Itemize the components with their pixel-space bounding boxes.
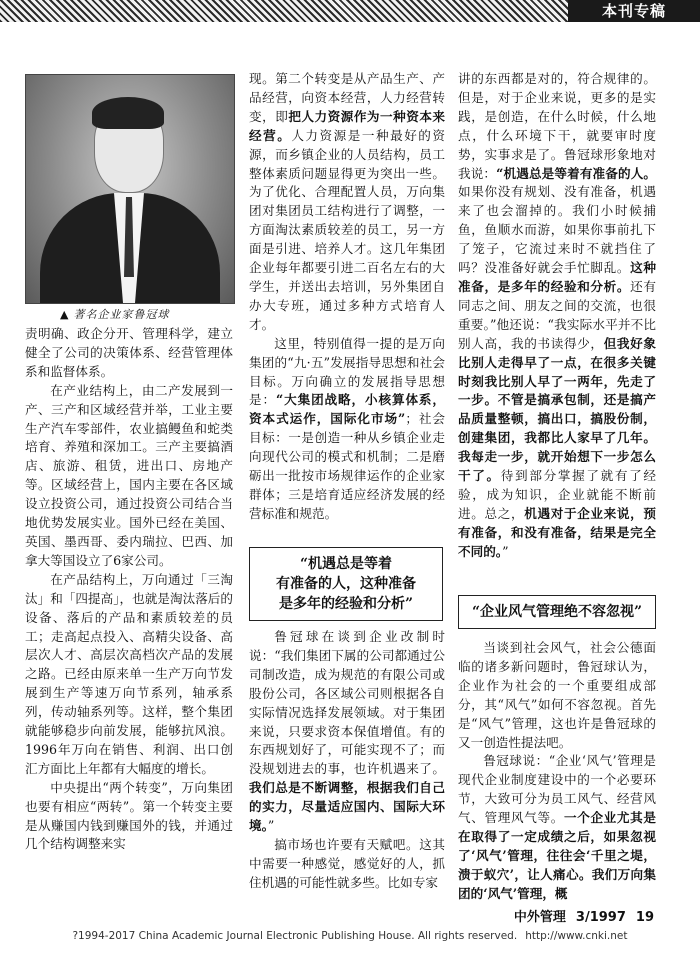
- text-run: 如果你没有规划、没有准备，机遇来了也会溜掉的。我们小时候捕鱼，鱼顺水而游，如果你事前扎下了笼子，它流过来时不就挡住了吗？没准备好就会手忙脚乱。: [458, 184, 656, 276]
- bold-run: 我们总是不断调整，根据我们自己的实力，尽量适应国内、国际大环境。: [249, 780, 445, 834]
- col1-paragraph: 责明确、政企分开、管理科学，建立健全了公司的决策体系、经营管理体系和监督体系。: [25, 326, 233, 379]
- col1-paragraph: 中央提出“两个转变”，万向集团也要有相应“两转”。第一个转变主要是从赚国内钱到赚国外的钱，并通过几个结构调整来实: [25, 779, 233, 852]
- magazine-name: 中外管理: [513, 910, 566, 925]
- column-3-bottom: [458, 639, 656, 904]
- bold-run: “机遇总是等着有准备的人。: [496, 165, 657, 181]
- page-number: 19: [635, 910, 654, 925]
- triangle-icon: ▲: [60, 308, 70, 321]
- col2-paragraph: [249, 628, 445, 836]
- magazine-footer: [504, 906, 654, 925]
- text-run: 现。第二个转变是从产品生产、产品经营，向资本经营，人力经营转变，即: [249, 71, 445, 124]
- bold-run: 机遇对于企业来说，预有准备，和没有准备，结果是完全不同的。: [458, 505, 657, 559]
- text-run: ”: [267, 818, 275, 834]
- col2-paragraph: [249, 335, 445, 524]
- photo-hair: [92, 97, 164, 129]
- col3-paragraph: [458, 70, 656, 562]
- bold-run: 一个企业尤其是在取得了一定成绩之后，如果忽视了‘风气’管理，往往会‘千里之堤，溃于蚁穴’，让人痛心。我们万向集团的‘风气’管理，概: [458, 810, 657, 901]
- header-band: [0, 0, 700, 22]
- portrait-photo: [25, 74, 235, 304]
- pull-quote-line: “机遇总是等着: [299, 556, 393, 572]
- text-run: ；社会目标：一是创造一种从乡镇企业走向现代公司的模式和机制；二是磨砺出一批按市场规律运作的企业家群体；三是培育适应经济发展的经营标准和规范。: [249, 411, 446, 521]
- caption-text: 著名企业家鲁冠球: [73, 308, 170, 321]
- bold-run: 但我好象比别人走得早了一点，在很多关键时刻我比别人早了一两年，先走了一步。不管是搞承包制，还是搞产品质量整顿，搞出口，搞股份制，创建集团，我都比人家早了几年。我每走一步，就开始想下一步怎么干了。: [458, 335, 657, 484]
- text-run: 鲁冠球说：“企业‘风气’管理是现代企业制度建设中的一个必要环节，大致可分为员工风气、经营风气、管理风气等。: [458, 753, 656, 826]
- pull-quote-line: 是多年的经验和分析”: [278, 596, 414, 612]
- text-run: 讲的东西都是对的，符合规律的。但是，对于企业来说，更多的是实践，是创造，在什么时候，什么地点，什么环境下干，就要审时度势，实事求是了。鲁冠球形象地对我说：: [458, 71, 656, 181]
- pull-quote-culture: “企业风气管理绝不容忽视”: [458, 595, 656, 629]
- text-run: 这里，特别值得一提的是万向集团的“九·五”发展指导思想和社会目标。万向确立的发展指导思想是：: [249, 335, 445, 408]
- source-url: http://www.cnki.net: [525, 930, 628, 942]
- section-tag: 本刊专稿: [568, 0, 700, 22]
- col1-paragraph: 在产业结构上，由二产发展到一产、三产和区域经营并举，工业主要生产汽车零部件，农业搞鳗鱼和蛇类培育、养殖和深加工。三产主要搞酒店、旅游、租赁，进出口、房地产等。区域经营上，国内主要在各区域设立投资公司，通过投资公司结合当地优势发展实业。国外已经在美国、英国、墨西哥、委内瑞拉、巴西、加拿大等国设立了6家公司。: [25, 382, 233, 568]
- column-2-top: [249, 70, 445, 524]
- column-3-top: [458, 70, 656, 562]
- col3-paragraph: [458, 752, 656, 903]
- text-run: 鲁冠球在谈到企业改制时说：“我们集团下属的公司都通过公司制改造，成为规范的有限公司或股份公司，各区域公司则根据各自实际情况选择发展领域。对于集团来说，只要求资本保值增值。有的东西规划好了，可能实现不了；而没规划进去的事，也许机遇来了。: [249, 629, 445, 777]
- column-1: [25, 325, 233, 854]
- issue-number: 3/1997: [575, 910, 626, 925]
- text-run: 人力资源是一种最好的资源，而乡镇企业的人员结构，员工整体素质问题显得更为突出一些。为了优化、合理配置人员，万向集团对集团员工结构进行了调整，一方面淘汰素质较差的员工，另一方面是引进、培养人才。这几年集团企业每年都要引进二百名左右的大学生，并送出去培训，另外集团自办大专班，通过多种方式培育人才。: [249, 127, 446, 332]
- bold-run: 这种准备，是多年的经验和分析。: [458, 260, 657, 294]
- copyright-text: ?1994-2017 China Academic Journal Electronic Publishing House. All rights reserved.: [72, 930, 518, 942]
- photo-caption: [60, 306, 169, 322]
- text-run: 还有同志之间、朋友之间的交流，也很重要。”他还说：“我实际水平并不比别人高，我的书读得少，: [458, 278, 657, 351]
- col3-paragraph: 当谈到社会风气，社会公德面临的诸多新问题时，鲁冠球认为，企业作为社会的一个重要组成部分，其“风气”如何不容忽视。首先是“风气”管理，这也许是鲁冠球的又一创造性提法吧。: [458, 640, 656, 750]
- bold-run: “大集团战略，小核算体系，资本式运作，国际化市场”: [249, 392, 445, 427]
- text-run: 待到部分掌握了就有了经验，成为知识，企业就能不断前进。总之，: [458, 468, 657, 521]
- column-2-bottom: [249, 628, 445, 893]
- pull-quote-opportunity: [249, 547, 443, 621]
- col2-paragraph: 搞市场也许要有天赋吧。这其中需要一种感觉，感觉好的人，抓住机遇的可能性就多些。比如专家: [249, 836, 445, 890]
- text-run: ”: [502, 543, 509, 559]
- col1-paragraph: 在产品结构上，万向通过「三淘汰」和「四提高」，也就是淘汰落后的设备、落后的产品和素质较差的员工；走高起点投入、高精尖设备、高层次人才、高层次高档次产品的发展之路。已经由原来单一生产万向节发展到生产等速万向节系列，轴承系列，传动轴系列等。这样，整个集团就能够稳步向前发展，能够抗风浪。1996年万向在销售、利润、出口创汇方面比上年都有大幅度的增长。: [25, 571, 233, 776]
- pull-quote-line: 有准备的人，这种准备: [276, 576, 416, 592]
- copyright-line: [0, 930, 700, 942]
- bold-run: 把人力资源作为一种资本来经营。: [249, 108, 446, 143]
- col2-paragraph: [249, 70, 445, 335]
